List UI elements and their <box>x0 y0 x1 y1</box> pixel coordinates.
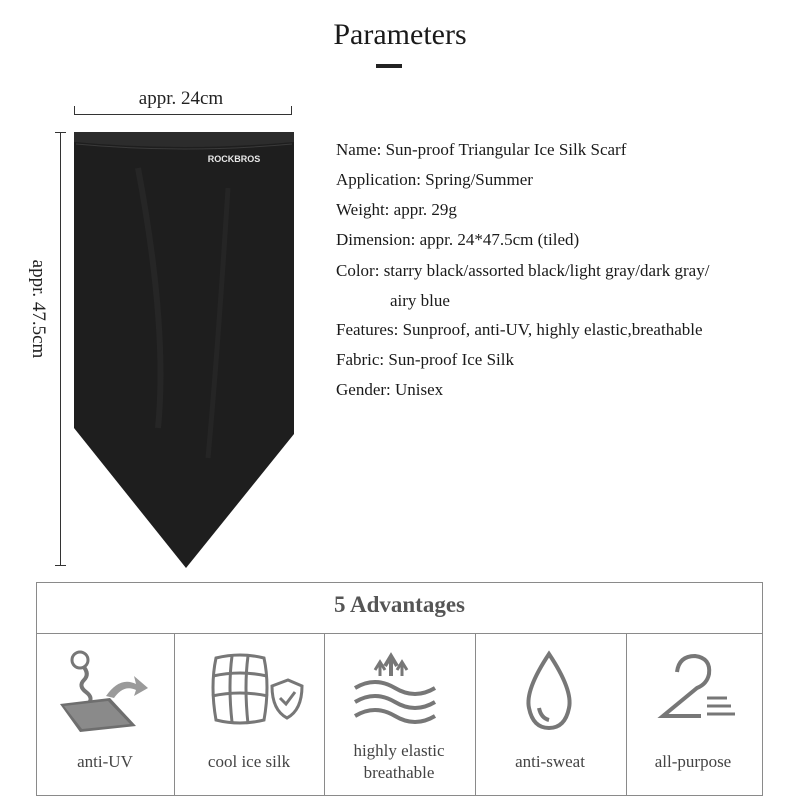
width-dimension-label: appr. 24cm <box>138 88 224 109</box>
advantage-label-all-purpose: all-purpose <box>654 752 732 771</box>
height-dimension-label: appr. 47.5cm <box>28 259 49 359</box>
advantages-title: 5 Advantages <box>334 592 465 617</box>
param-features: Features: Sunproof, anti-UV, highly elastic,breathable <box>336 320 703 339</box>
width-dimension-tick-left <box>74 106 75 115</box>
param-gender: Gender: Unisex <box>336 380 444 399</box>
param-color-continued: airy blue <box>390 291 450 310</box>
height-dimension-line <box>60 132 61 566</box>
water-drop-icon <box>495 646 605 736</box>
width-dimension-tick-right <box>291 106 292 115</box>
advantage-label-breathable: breathable <box>363 763 435 782</box>
scarf-product-image <box>68 128 300 572</box>
height-dimension-tick-top <box>55 132 66 133</box>
advantage-label-anti-uv: anti-UV <box>77 752 133 771</box>
advantage-label-highly-elastic: highly elastic <box>353 741 445 760</box>
param-dimension: Dimension: appr. 24*47.5cm (tiled) <box>336 230 580 249</box>
param-weight: Weight: appr. 29g <box>336 200 457 219</box>
param-name: Name: Sun-proof Triangular Ice Silk Scarf <box>336 140 627 159</box>
hanger-icon <box>645 646 755 736</box>
title-underline <box>376 64 402 68</box>
advantages-divider <box>36 633 763 634</box>
airflow-waves-icon <box>345 646 455 736</box>
advantage-label-anti-sweat: anti-sweat <box>515 752 585 771</box>
param-application: Application: Spring/Summer <box>336 170 533 189</box>
param-fabric: Fabric: Sun-proof Ice Silk <box>336 350 514 369</box>
height-dimension-tick-bottom <box>55 565 66 566</box>
param-color: Color: starry black/assorted black/light gray/dark gray/ <box>336 261 710 280</box>
width-dimension-line <box>74 114 292 115</box>
uv-shield-fabric-icon <box>50 646 160 736</box>
page-title: Parameters <box>333 18 467 51</box>
fabric-shield-icon <box>198 646 308 736</box>
brand-logo: ROCKBROS <box>207 154 261 164</box>
advantage-label-cool-ice-silk: cool ice silk <box>207 752 291 771</box>
